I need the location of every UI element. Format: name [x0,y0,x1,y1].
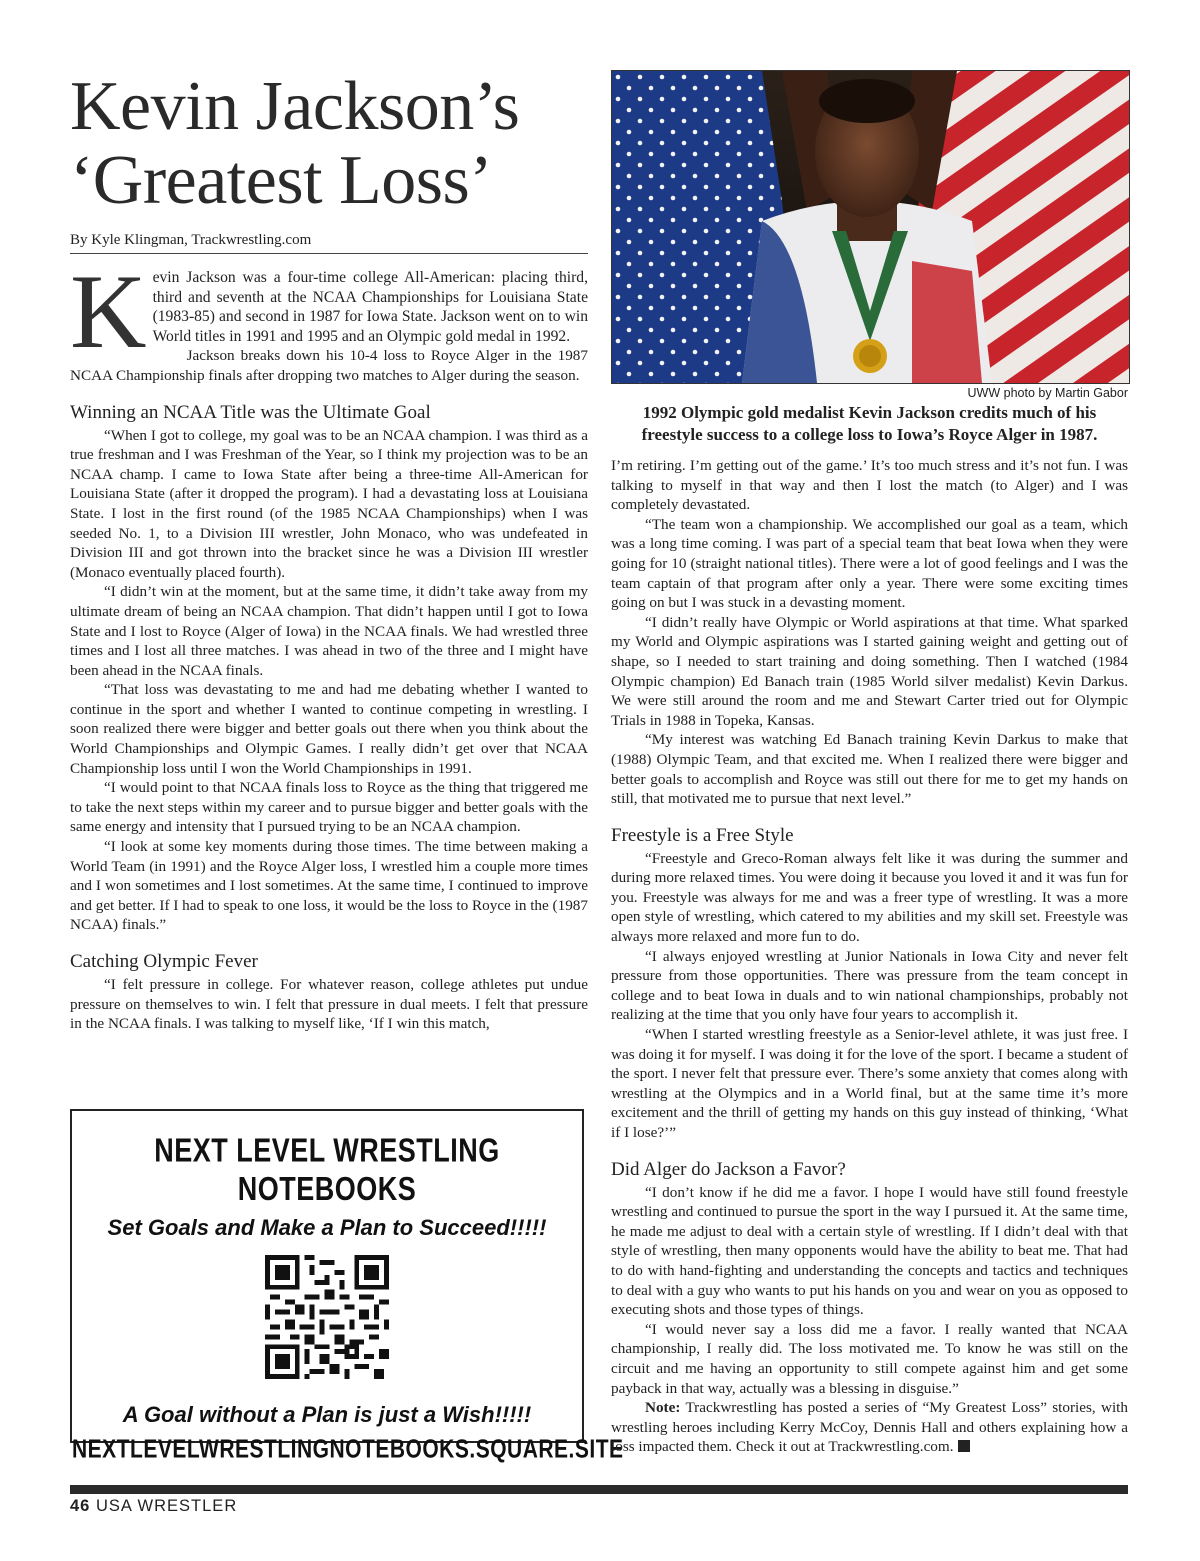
footer-bar [70,1485,1128,1494]
photo-caption: 1992 Olympic gold medalist Kevin Jackson credits much of his freestyle success to a college loss to Iowa’s Royce Alger in 1987. [641,403,1098,444]
section-2-paragraph-4: “My interest was watching Ed Banach training Kevin Darkus to make that (1988) Olympic Team, and that excited me. When I realized there were bigger and better goals to accomplish and Royce was still out there for me to get my hands on still, that motivated me to pursue that next level.” [611,731,1128,808]
ad-title: NEXT LEVEL WRESTLING NOTEBOOKS [154,1131,500,1208]
notebook-advertisement [70,1109,624,1464]
title-line-2: ‘Greatest Loss’ [70,142,493,219]
section-1-heading: Winning an NCAA Title was the Ultimate Goal [70,401,431,423]
page-footer [70,1497,237,1516]
right-column [611,70,1128,1457]
intro-paragraph-2: Jackson breaks down his 10-4 loss to Royce Alger in the 1987 NCAA Championship finals after dropping two matches to Alger during the season. [70,347,588,384]
note-label: Note: [645,1399,681,1417]
section-3-paragraph-2: “I always enjoyed wrestling at Junior Nationals in Iowa City and never felt pressure from those opportunities. There was pressure from the team concept in college and to beat Iowa in duals and to win national championships, probably not realizing at the time that you only have four years to accomplish it. [611,947,1128,1024]
section-2-paragraph-1-continued: I’m retiring. I’m getting out of the game.’ It’s too much stress and it’s not fun. I was talking to myself in that way and then I lost the match (to Alger) and I was completely devastated. [611,457,1128,514]
ad-quote: A Goal without a Plan is just a Wish!!!!! [122,1402,532,1427]
page-number: 46 [70,1497,91,1515]
lead-text: evin Jackson was a four-time college All-American: placing third, third and seventh at the NCAA Championships for Louisiana State (1983-85) and second in 1987 for Iowa State. Jackson went on to win World titles in 1991 and 1995 and an Olympic gold medal in 1992. [152,269,588,345]
article-title [70,70,588,218]
section-4-heading: Did Alger do Jackson a Favor? [611,1158,846,1180]
section-2-paragraph-3: “I didn’t really have Olympic or World aspirations at that time. What sparked my World and Olympic aspirations was I started gaining weight and getting out of shape, so I needed to start training and doing something. Then I watched (1984 Olympic champion) Ed Banach train (1985 World silver medalist) Kevin Darkus. We were still around the room and me and Stewart Carter tried out for Olympic Trials in 1988 in Topeka, Kansas. [611,613,1128,729]
section-2-paragraph-1: “I felt pressure in college. For whatever reason, college athletes put undue pressure on themselves to win. I felt that pressure in dual meets. I felt that pressure in the NCAA finals. I was talking to myself like, ‘If I win this match, [70,976,588,1033]
photo-credit: UWW photo by Martin Gabor [967,386,1128,400]
end-mark-icon [958,1440,970,1452]
section-4-paragraph-1: “I don’t know if he did me a favor. I hope I would have still found freestyle wrestling and continued to pursue the sport in the way I pursued it. At the same time, he made me adjust to deal with a certain style of wrestling. If I didn’t deal with that style of wrestling, then many opponents would have the ability to beat me. That had to do with hand-fighting and understanding the concepts and tactics and techniques to deal with a guy who wants to put his hands on you and wear on you as opposed to executing shots and those types of things. [611,1183,1128,1319]
publication-name: USA WRESTLER [95,1497,238,1515]
left-column [70,70,588,1034]
kevin-jackson-photo [611,70,1130,384]
section-1-paragraph-2: “I didn’t win at the moment, but at the same time, it didn’t take away from my ultimate dream of being an NCAA champion. That didn’t happen until I got to Iowa State and I lost to Royce (Alger of Iowa) in the NCAA finals. We had wrestled three times and I lost all three matches. I was ahead in two of the three and I might have been ahead in the NCAA finals. [70,583,588,679]
section-2-paragraph-2: “The team won a championship. We accomplished our goal as a team, which was a long time coming. I was part of a special team that beat Iowa when they were going for 10 (straight national titles). There were a lot of good feelings and I was the team captain of that program after only a year. There were some exciting times going on but I was stuck in a devasting moment. [611,515,1128,612]
photo-illustration [612,71,1129,383]
section-1-paragraph-5: “I look at some key moments during those times. The time between making a World Team (in 1991) and the Royce Alger loss, I wrestled him a couple more times and I won sometimes and I lost sometimes. At the same time, I continued to improve and get better. If I had to speak to one loss, it would be the loss to Royce in the (1987 NCAA) finals.” [70,838,588,934]
section-2-heading: Catching Olympic Fever [70,951,258,972]
byline: By Kyle Klingman, Trackwrestling.com [70,232,588,254]
qr-code-icon[interactable] [265,1255,389,1379]
drop-cap: K [70,253,147,370]
section-1-paragraph-1: “When I got to college, my goal was to be an NCAA champion. I was third as a true freshman and I was Freshman of the Year, so I think my projection was to be an NCAA champ. I came to Iowa State after being a three-time All-American for Louisiana State (after it dropped the program). I had a devastating loss at Louisiana State. I lost in the first round (of the 1985 NCAA Championships) when I was seeded No. 1, to a Division III wrestler, John Monaco, who was undefeated in Division III and got thrown into the bracket since he was a Division III wrestler (Monaco eventually placed fourth). [70,426,588,581]
section-3-heading: Freestyle is a Free Style [611,824,794,846]
section-1-paragraph-4: “I would point to that NCAA finals loss to Royce as the thing that triggered me to take the next steps within my career and to pursue bigger and better goals with the same energy and intensity that I pursued trying to be an NCAA champion. [70,779,588,836]
note-paragraph [611,1398,1128,1457]
note-text: Trackwrestling has posted a series of “My Greatest Loss” stories, with wrestling heroes including Kerry McCoy, Dennis Hall and others explaining how a loss impacted them. Check it out at Trackwrestling.com. [611,1399,1128,1456]
section-3-paragraph-3: “When I started wrestling freestyle as a Senior-level athlete, it was just free. I was doing it for myself. I was doing it for the love of the sport. I became a student of the sport. I never felt that pressure ever. There’s some anxiety that comes along with wrestling at the Olympics and in a World final, but at the same time it’s more excitement and the thrill of getting my hands on this guy instead of thinking, ‘What if I lose?’” [611,1026,1128,1141]
section-3-paragraph-1: “Freestyle and Greco-Roman always felt like it was during the summer and during more relaxed times. You were doing it because you loved it and it was fun for you. Freestyle was always for me and was a freer type of wrestling. It was a more open style of wrestling, which catered to my abilities and my skill set. Freestyle was always more relaxed and more fun to do. [611,849,1128,946]
title-line-1: Kevin Jackson’s [70,68,520,145]
ad-tagline: Set Goals and Make a Plan to Succeed!!!!! [107,1215,547,1240]
ad-url-link[interactable]: NEXTLEVELWRESTLINGNOTEBOOKS.SQUARE.SITE [72,1435,624,1464]
section-4-paragraph-2: “I would never say a loss did me a favor. I really wanted that NCAA championship, I really did. The loss motivated me. To know he was still on the circuit and me having an opportunity to still compete against him and get some payback in that way, actually was a blessing in disguise.” [611,1320,1128,1397]
section-1-paragraph-3: “That loss was devastating to me and had me debating whether I wanted to continue in the sport and whether I wanted to continue competing in wrestling. I soon realized there were bigger and better goals out there when you think about the World Championships and Olympic Games. I really didn’t get over that NCAA Championship loss until I won the World Championships in 1991. [70,681,588,777]
